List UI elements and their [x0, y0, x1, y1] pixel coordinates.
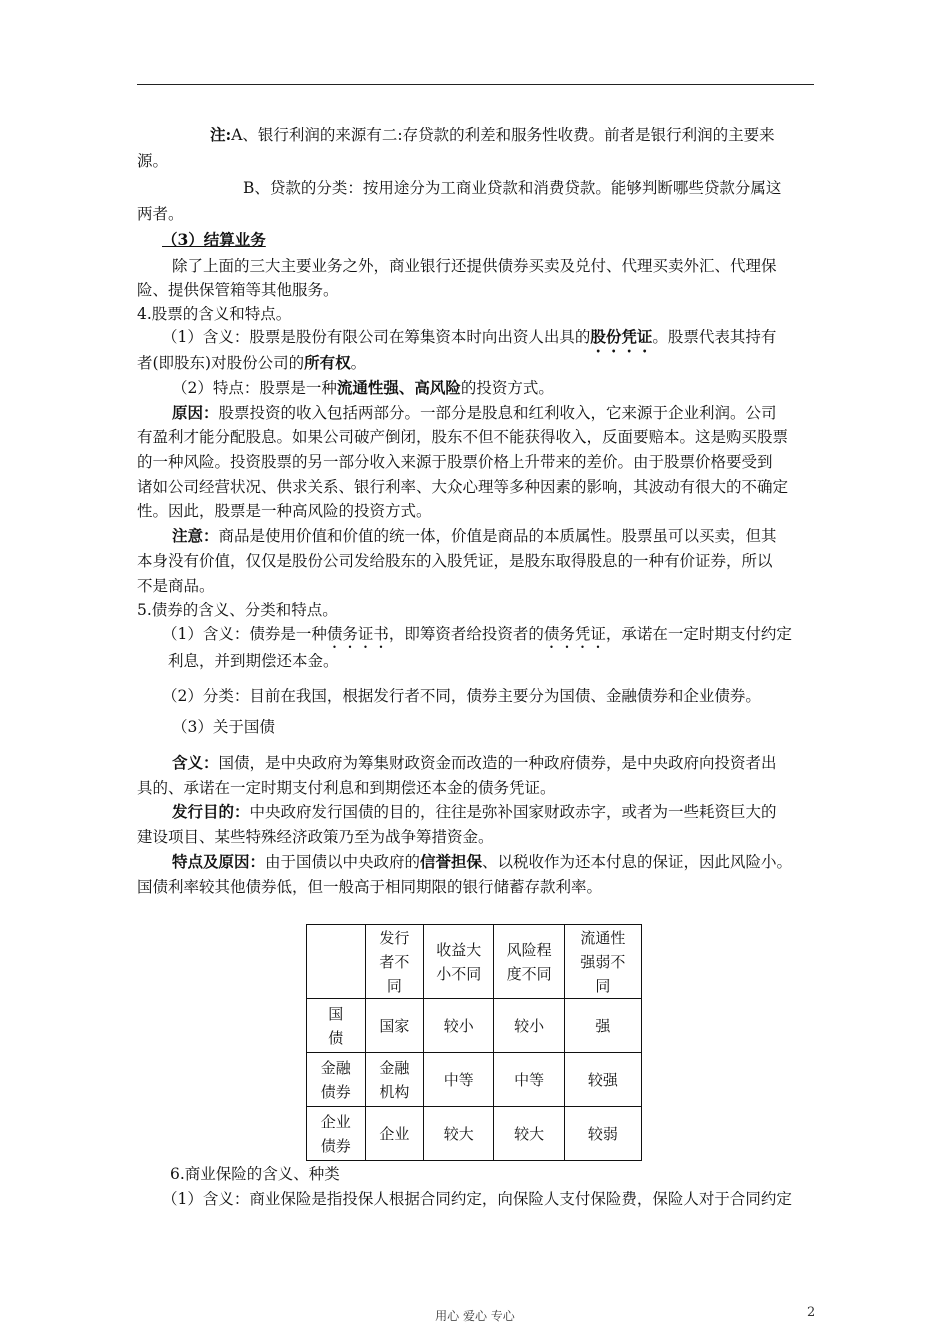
- table-header-cell: 风险程 度不同: [494, 925, 564, 999]
- note-b-line-1: B、贷款的分类：按用途分为工商业贷款和消费贷款。能够判断哪些贷款分属这: [243, 179, 782, 197]
- table-cell: 企业: [365, 1107, 424, 1161]
- table-header-row: [307, 925, 642, 999]
- gov-meaning-label: 含义：: [172, 753, 219, 772]
- gov-purpose-line-1: 发行目的：中央政府发行国债的目的，往往是弥补国家财政赤字，或者为一些耗资巨大的: [172, 802, 777, 821]
- bond-meaning-line-2: 利息，并到期偿还本金。: [168, 652, 339, 670]
- debt-voucher-emphasis: 债务凭证: [543, 625, 606, 643]
- attention-label: 注意：: [172, 526, 219, 545]
- table-cell: 较强: [564, 1053, 641, 1107]
- stock-meaning-line-1: （1）含义：股票是股份有限公司在筹集资本时向出资人出具的股份凭证。股票代表其持有: [162, 327, 777, 346]
- reason-line-1: 原因：股票投资的收入包括两部分。一部分是股息和红利收入，它来源于企业利润。公司: [172, 403, 777, 422]
- header-rule: [137, 84, 814, 85]
- table-header-cell: 收益大 小不同: [424, 925, 494, 999]
- table-cell: 较小: [424, 999, 494, 1053]
- gov-purpose-label: 发行目的：: [172, 802, 250, 821]
- section-5-title: 5.债券的含义、分类和特点。: [137, 601, 338, 619]
- reason-line-2: 有盈利才能分配股息。如果公司破产倒闭，股东不但不能获得收入，反面要赔本。这是购买股票: [137, 428, 789, 446]
- table-cell: 较大: [424, 1107, 494, 1161]
- note-a-label: 注:: [210, 125, 232, 144]
- bond-comparison-table: [306, 924, 642, 1161]
- attention-line-2: 本身没有价值，仅仅是股份公司发给股东的入股凭证，是股东取得股息的一种有价证券，所以: [137, 552, 773, 570]
- reason-line-4: 诸如公司经营状况、供求关系、银行利率、大众心理等多种因素的影响，其波动有很大的不确定: [137, 478, 789, 496]
- gov-purpose-line-2: 建设项目、某些特殊经济政策乃至为战争筹措资金。: [137, 828, 494, 846]
- credit-guarantee-emphasis: 信誉担保: [420, 852, 483, 871]
- gov-meaning-line-2: 具的、承诺在一定时期支付利息和到期偿还本金的债务凭证。: [137, 779, 556, 797]
- settlement-line-2: 险、提供保管箱等其他服务。: [137, 281, 339, 299]
- table-cell: 中等: [494, 1053, 564, 1107]
- bond-meaning-line-1: （1）含义：债券是一种债务证书，即筹资者给投资者的债务凭证，承诺在一定时期支付约定: [162, 625, 792, 643]
- table-row: [307, 999, 642, 1053]
- table-cell: 中等: [424, 1053, 494, 1107]
- table-header-cell: 流通性 强弱不 同: [564, 925, 641, 999]
- table-cell: 较小: [494, 999, 564, 1053]
- attention-line-3: 不是商品。: [137, 577, 215, 595]
- table-row: [307, 1107, 642, 1161]
- table-row: [307, 1053, 642, 1107]
- table-cell: 国家: [365, 999, 424, 1053]
- reason-label: 原因：: [172, 403, 219, 422]
- table-cell: 企业 债券: [307, 1107, 366, 1161]
- reason-line-5: 性。因此，股票是一种高风险的投资方式。: [137, 502, 432, 520]
- gov-meaning-line-1: 含义：国债，是中央政府为筹集财政资金而改造的一种政府债券，是中央政府向投资者出: [172, 753, 777, 772]
- table-cell: 强: [564, 999, 641, 1053]
- reason-line-3: 的一种风险。投资股票的另一部分收入来源于股票价格上升带来的差价。由于股票价格要受到: [137, 453, 773, 471]
- section-4-title: 4.股票的含义和特点。: [137, 305, 292, 323]
- page-number: 2: [807, 1305, 816, 1320]
- gov-feature-line-1: 特点及原因：由于国债以中央政府的信誉担保、以税收作为还本付息的保证，因此风险小。: [172, 852, 793, 871]
- table-cell: 较大: [494, 1107, 564, 1161]
- page-footer: 用心 爱心 专心: [435, 1309, 515, 1323]
- settlement-line-1: 除了上面的三大主要业务之外，商业银行还提供债券买卖及兑付、代理买卖外汇、代理保: [172, 257, 777, 275]
- gov-feature-label: 特点及原因：: [172, 852, 266, 871]
- table-header-cell: [307, 925, 366, 999]
- debt-certificate-emphasis: 债务证书: [326, 625, 389, 643]
- bond-classification: （2）分类：目前在我国，根据发行者不同，债券主要分为国债、金融债券和企业债券。: [162, 687, 761, 705]
- note-a-text: A、银行利润的来源有二:存贷款的利差和服务性收费。前者是银行利润的主要来: [231, 126, 775, 144]
- table-cell: 国 债: [307, 999, 366, 1053]
- note-a-line-2: 源。: [137, 152, 169, 170]
- table-cell: 金融 债券: [307, 1053, 366, 1107]
- stock-feature-emphasis: 流通性强、高风险: [336, 378, 461, 397]
- insurance-meaning-line-1: （1）含义：商业保险是指投保人根据合同约定，向保险人支付保险费，保险人对于合同约定: [162, 1190, 792, 1208]
- section-6-title: 6.商业保险的含义、种类: [170, 1165, 340, 1183]
- table-header-cell: 发行 者不 同: [365, 925, 424, 999]
- stock-feature-line: （2）特点：股票是一种流通性强、高风险的投资方式。: [172, 378, 554, 397]
- attention-line-1: 注意：商品是使用价值和价值的统一体，价值是商品的本质属性。股票虽可以买卖，但其: [172, 526, 777, 545]
- heading-settlement: （3）结算业务: [162, 230, 266, 249]
- ownership-emphasis: 所有权: [304, 353, 351, 372]
- stock-certificate-emphasis: 股份凭证: [590, 327, 653, 346]
- gov-feature-line-2: 国债利率较其他债券低，但一般高于相同期限的银行储蓄存款利率。: [137, 878, 603, 896]
- note-a-line-1: [210, 124, 775, 146]
- table-cell: 较弱: [564, 1107, 641, 1161]
- gov-bond-heading: （3）关于国债: [172, 718, 275, 736]
- stock-meaning-line-2: 者(即股东)对股份公司的所有权。: [137, 353, 367, 372]
- note-b-line-2: 两者。: [137, 205, 184, 223]
- table-cell: 金融 机构: [365, 1053, 424, 1107]
